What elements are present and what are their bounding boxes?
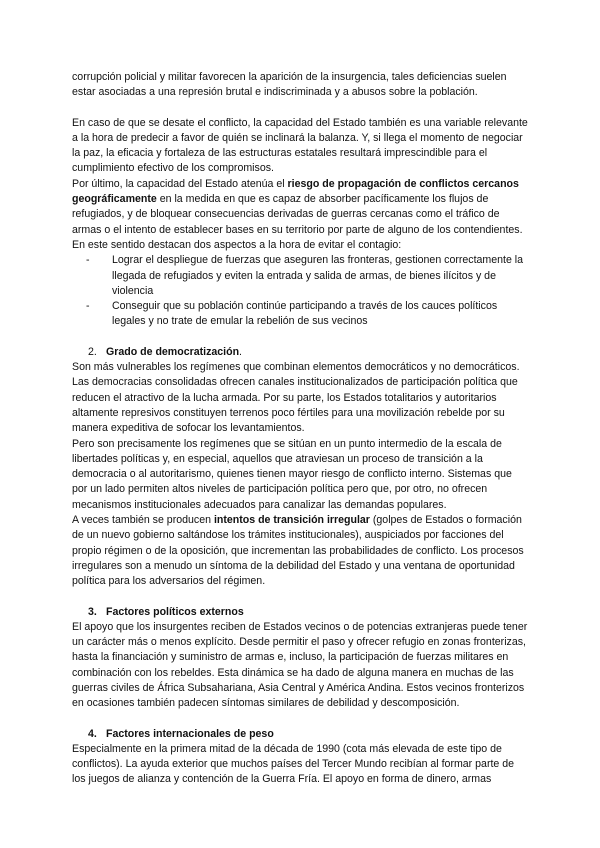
list-item: - Lograr el despliegue de fuerzas que aseguren las fronteras, gestionen correctamente la llegada de refugiados y eviten la entrada y salida de armas, de bienes ilícitos y de violencia <box>112 253 528 299</box>
paragraph-internacionales: Especialmente en la primera mitad de la década de 1990 (cota más elevada de este tipo de conflictos). La ayuda exterior que muchos países del Tercer Mundo recibían al formar parte de los juegos de alianza y contención de la Guerra Fría. El apoyo en forma de dinero, armas <box>72 742 515 786</box>
bullet-list <box>72 253 528 329</box>
section-heading-3 <box>72 605 528 620</box>
section-heading-2 <box>72 345 528 360</box>
riesgo-text-before: Por último, la capacidad del Estado atenúa el <box>72 177 288 190</box>
section-title: Factores políticos externos <box>106 605 244 618</box>
paragraph-democracia-2: Pero son precisamente los regímenes que se sitúan en un punto intermedio de la escala de libertades políticas y, en especial, aquellos que atraviesan un proceso de transición a la democracia o al autoritarismo, quienes tienen mayor riesgo de conflicto interno. Sistemas que por un lado permiten altos niveles de participación política pero que, por otro, no ofrecen mecanismos institucionales adecuados para canalizar las demandas populares. <box>72 437 512 511</box>
section-title: Grado de democratización <box>106 345 240 358</box>
democracia-text-before: A veces también se producen <box>72 514 214 527</box>
paragraph-externos: El apoyo que los insurgentes reciben de Estados vecinos o de potencias extranjeras puede tener un carácter más o menos explícito. Desde permitir el paso y ofrecer refugio en zonas fronterizas, hasta la financiación y suministro de armas e, incluso, la participación de fuerzas militares en combinación con los rebeldes. Esta dinámica se ha dado de alguna manera en muchas de las guerras civiles de África Subsahariana, Asia Central y América Andina. Estos vecinos fronterizos en ocasiones también padecen síntomas similares de debilidad y descomposición. <box>72 620 528 710</box>
list-item: - Conseguir que su población continúe participando a través de los cauces políticos legales y no trate de emular la rebelión de sus vecinos <box>112 299 528 330</box>
section-title-tail: . <box>239 345 242 358</box>
paragraph-intro: corrupción policial y militar favorecen la aparición de la insurgencia, tales deficiencias suelen estar asociadas a una represión brutal e indiscriminada y a abusos sobre la población. <box>72 71 507 99</box>
paragraph-democracia-3 <box>72 513 528 589</box>
paragraph-riesgo <box>72 177 528 253</box>
section-title: Factores internacionales de peso <box>106 727 274 740</box>
paragraph-democracia-1: Son más vulnerables los regímenes que combinan elementos democráticos y no democráticos. Las democracias consolidadas ofrecen canales institucionalizados de participación política que reducen el atractivo de la lucha armada. Por su parte, los Estados totalitarios y autoritarios altamente represivos constituyen terrenos poco fértiles para una movilización rebelde por su manera expeditiva de sofocar los levantamientos. <box>72 361 520 435</box>
paragraph-capacidad: En caso de que se desate el conflicto, la capacidad del Estado también es una variable relevante a la hora de predecir a favor de quién se inclinará la balanza. Y, si llega el momento de negociar la paz, la eficacia y fortaleza de las estructuras estatales resultará imprescindible para el cumplimiento efectivo de los compromisos. <box>72 116 528 175</box>
section-heading-4 <box>72 727 528 742</box>
section-number: 3. <box>88 605 97 618</box>
democracia-text-after: (golpes de Estados o formación de un nuevo gobierno saltándose los trámites institucionales), auspiciados por facciones del propio régimen o de la oposición, que incrementan las probabilidades de conflicto. Los procesos irregulares son a menudo un síntoma de la debilidad del Estado y una ventana de oportunidad política para los adversarios del régimen. <box>72 514 524 588</box>
riesgo-bold-term: riesgo de propagación de conflictos cercanos geográficamente <box>72 177 519 206</box>
riesgo-text-after: en la medida en que es capaz de absorber pacíficamente los flujos de refugiados, y de bloquear consecuencias derivadas de guerras cercanas como el tráfico de armas o el intento de establecer bases en su territorio por parte de alguno de los contendientes. En este sentido destacan dos aspectos a la hora de evitar el contagio: <box>72 193 523 251</box>
document-page <box>72 70 528 788</box>
section-number: 4. <box>88 727 97 740</box>
democracia-bold-term: intentos de transición irregular <box>213 514 370 527</box>
section-number: 2. <box>88 345 97 358</box>
